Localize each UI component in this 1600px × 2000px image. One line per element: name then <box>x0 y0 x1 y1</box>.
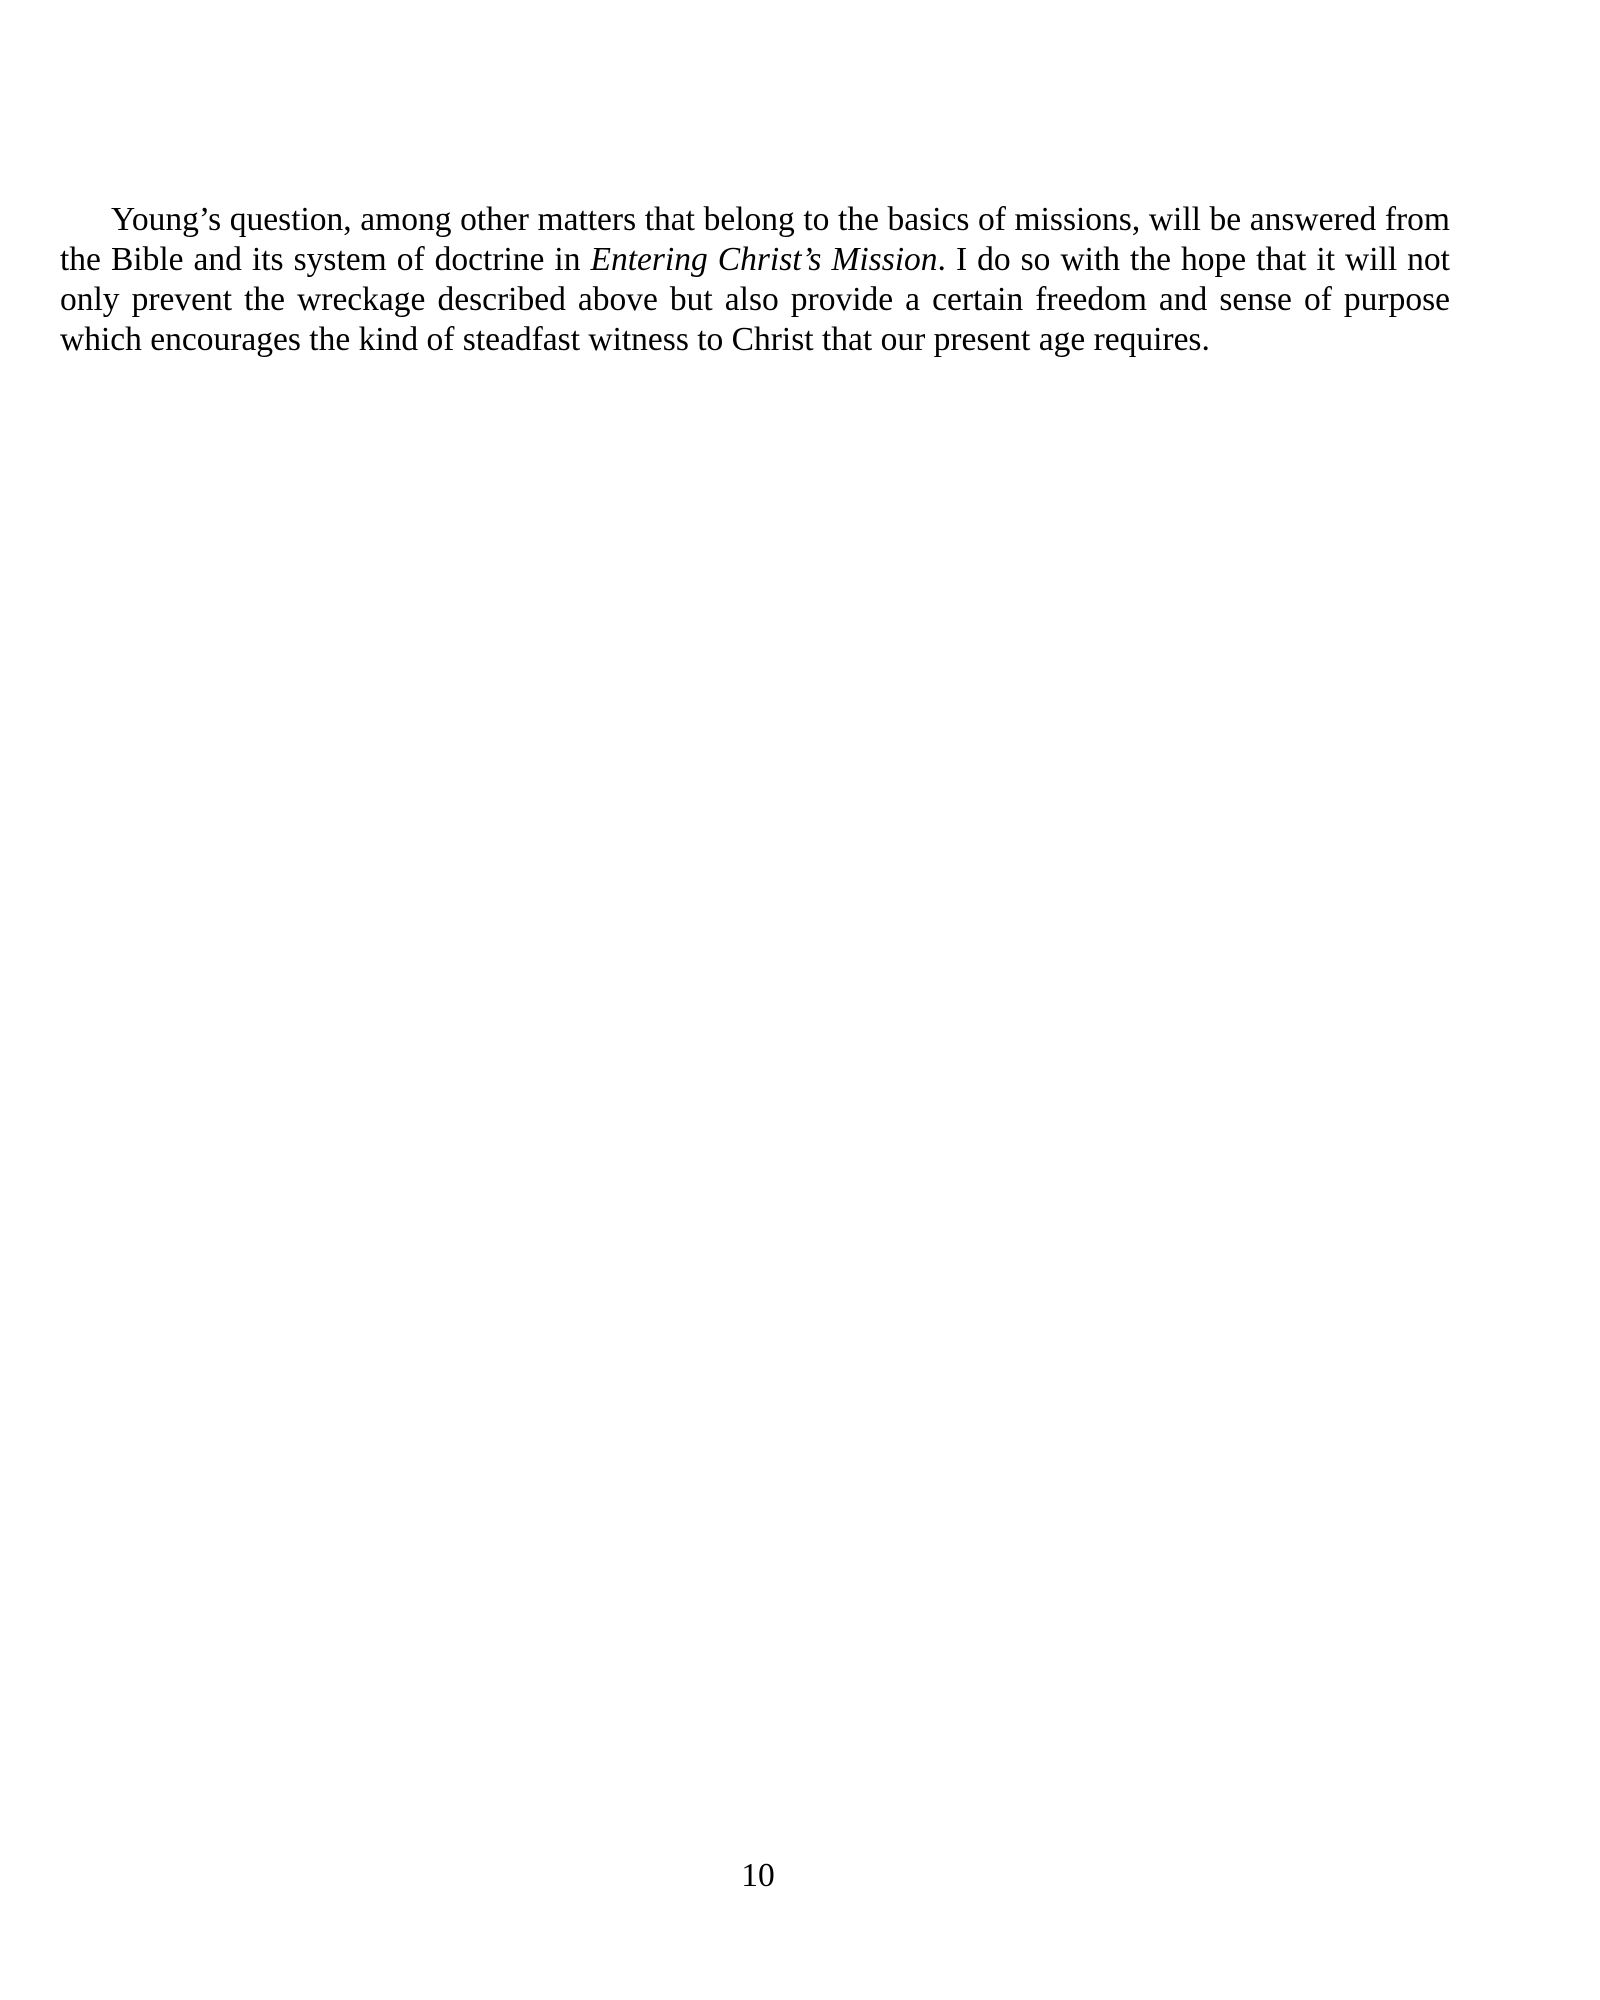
paragraph-text-before-title: Young’s question, among other matters that belong to the basics of missions, will be answered from the Bible and its system of doctrine in <box>60 201 1450 278</box>
paragraph-text-after-title: . I do so with the hope that it will not only prevent the wreckage described above but also provide a certain freedom and sense of purpose which encourages the kind of steadfast witness to Christ that our present age requires. <box>60 241 1450 358</box>
body-paragraph <box>60 200 1450 360</box>
book-title: Entering Christ’s Mission <box>590 241 938 278</box>
page-number: 10 <box>741 1857 775 1894</box>
